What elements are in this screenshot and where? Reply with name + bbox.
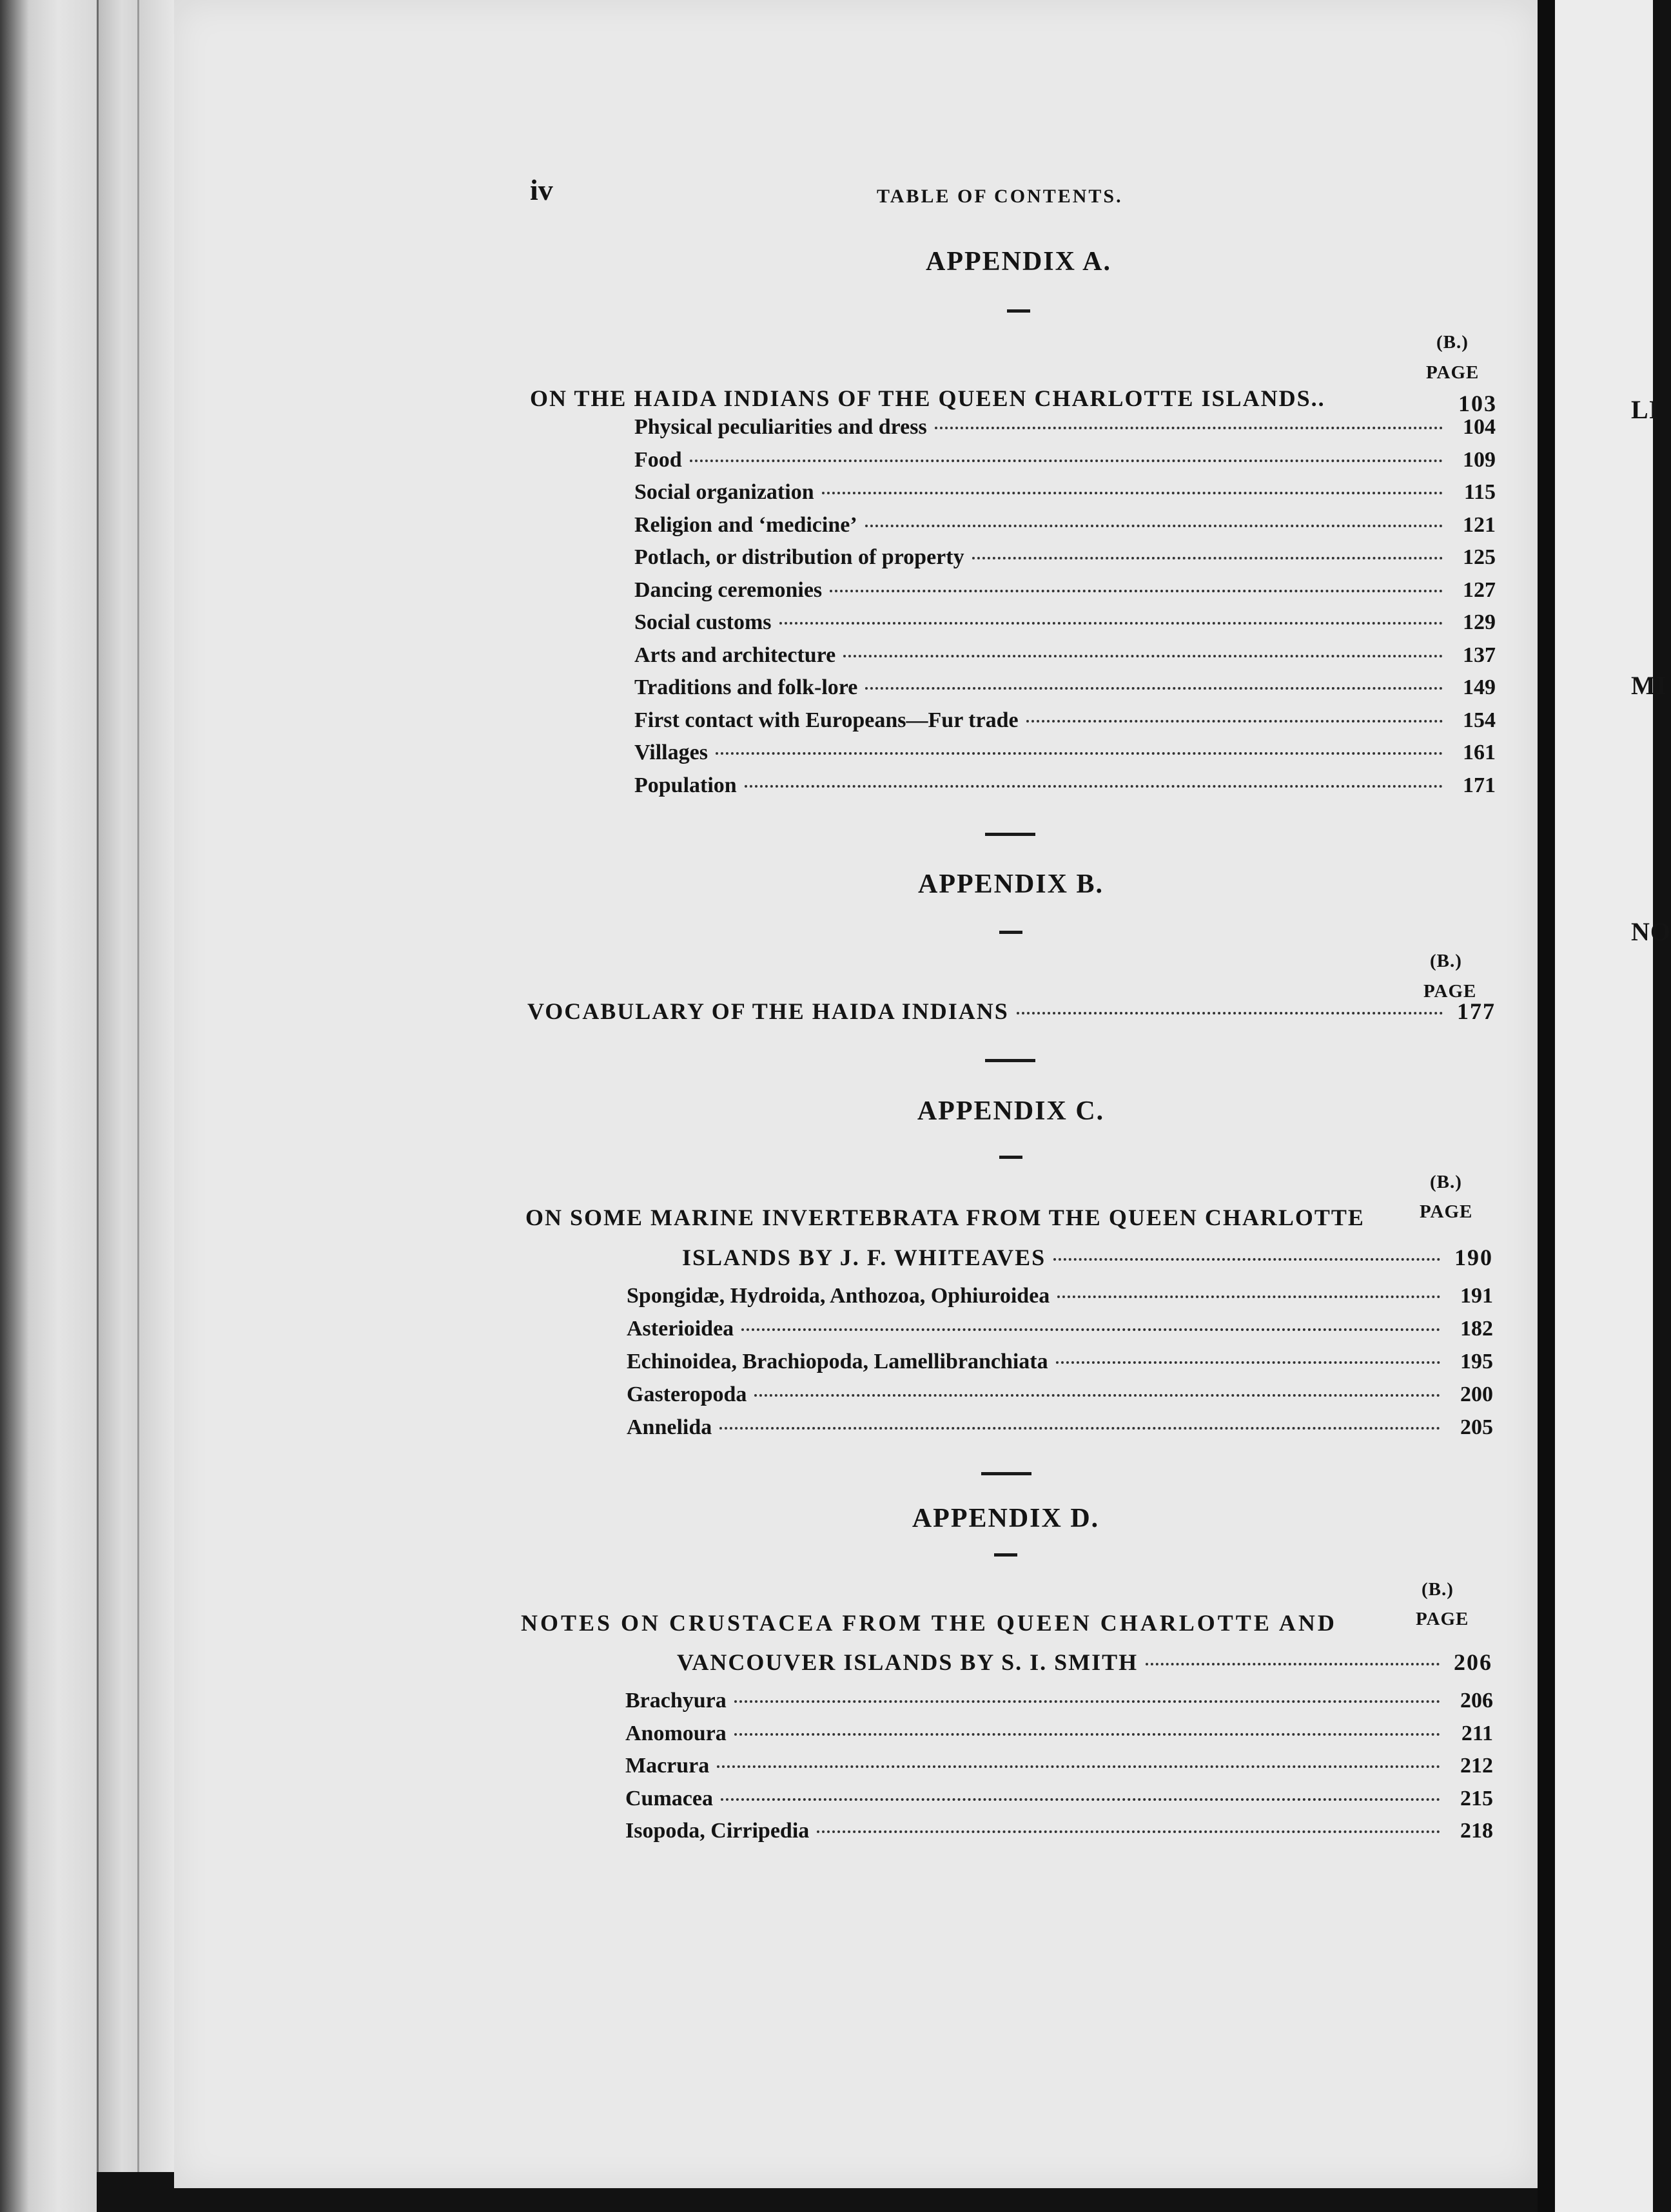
entry-title: Asterioidea xyxy=(627,1317,734,1341)
dot-leader xyxy=(721,1798,1440,1801)
entry-title: Gasteropoda xyxy=(627,1382,747,1406)
page-number: iv xyxy=(530,173,553,206)
toc-entry xyxy=(627,1382,1493,1407)
dot-leader xyxy=(745,785,1443,788)
entry-page: 218 xyxy=(1460,1819,1493,1843)
entry-page: 109 xyxy=(1463,447,1496,472)
dot-leader xyxy=(690,460,1443,462)
toc-entry xyxy=(634,773,1496,798)
entry-title: Cumacea xyxy=(625,1786,713,1810)
volume-mark: (B.) xyxy=(1422,1579,1454,1600)
volume-mark: (B.) xyxy=(1436,332,1469,353)
dot-leader xyxy=(741,1328,1440,1331)
dot-leader xyxy=(1057,1295,1440,1298)
entry-page: 171 xyxy=(1463,773,1496,797)
facing-page xyxy=(1555,0,1653,2212)
short-rule xyxy=(999,1156,1022,1159)
toc-entry xyxy=(627,1415,1493,1440)
entry-page: 206 xyxy=(1460,1689,1493,1712)
entry-page: 212 xyxy=(1460,1754,1493,1778)
page-edge xyxy=(97,0,176,2172)
page-number-cell: 190 xyxy=(1454,1245,1493,1270)
section-rule xyxy=(981,1472,1031,1475)
dot-leader xyxy=(716,752,1443,755)
dot-leader xyxy=(779,622,1443,625)
appendix-d-title: APPENDIX D. xyxy=(912,1504,1100,1533)
dot-leader xyxy=(1146,1663,1440,1665)
volume-mark: (B.) xyxy=(1430,1172,1462,1192)
toc-entry xyxy=(634,480,1496,505)
toc-entry xyxy=(634,513,1496,538)
dot-leader xyxy=(719,1427,1440,1430)
entry-page: 149 xyxy=(1463,675,1496,699)
short-rule xyxy=(994,1553,1017,1557)
section-rule xyxy=(985,1059,1035,1062)
toc-entry xyxy=(634,675,1496,700)
toc-entry xyxy=(625,1754,1493,1778)
page-number-cell: 206 xyxy=(1454,1649,1492,1675)
entry-page: 127 xyxy=(1463,577,1496,602)
facing-page-fragment: MI xyxy=(1631,671,1667,700)
appendix-a-heading: ON THE HAIDA INDIANS OF THE QUEEN CHARLOTTE ISLANDS.. xyxy=(530,385,1325,411)
volume-mark: (B.) xyxy=(1430,951,1462,971)
toc-entry xyxy=(625,1787,1493,1811)
page-column-label: PAGE xyxy=(1420,1201,1473,1222)
entry-page: 200 xyxy=(1460,1382,1493,1406)
entry-page: 161 xyxy=(1463,741,1496,764)
dot-leader xyxy=(865,525,1443,527)
entry-page: 211 xyxy=(1461,1721,1493,1745)
entry-page: 205 xyxy=(1460,1415,1493,1439)
toc-entry xyxy=(634,610,1496,635)
page-column-label: PAGE xyxy=(1423,981,1477,1002)
entry-title: Food xyxy=(634,447,682,472)
toc-entry xyxy=(634,545,1496,570)
dot-leader xyxy=(1026,720,1443,723)
page-column-label: PAGE xyxy=(1416,1609,1469,1629)
entry-page: 104 xyxy=(1463,415,1496,439)
entry-page: 215 xyxy=(1460,1786,1493,1810)
short-rule xyxy=(999,931,1022,934)
dot-leader xyxy=(830,590,1443,592)
toc-entry xyxy=(627,1350,1493,1374)
appendix-d-heading-continued: VANCOUVER ISLANDS BY S. I. SMITH 206 xyxy=(677,1649,1492,1675)
appendix-c-heading-continued: ISLANDS BY J. F. WHITEAVES 190 xyxy=(682,1245,1493,1270)
entry-title: Brachyura xyxy=(625,1689,727,1712)
toc-entry xyxy=(634,578,1496,603)
appendix-a-title: APPENDIX A. xyxy=(925,247,1111,276)
appendix-d-heading: NOTES ON CRUSTACEA FROM THE QUEEN CHARLOTTE AND xyxy=(521,1610,1337,1636)
toc-entry xyxy=(625,1722,1493,1746)
dot-leader xyxy=(1053,1258,1440,1261)
dot-leader xyxy=(717,1765,1440,1768)
entry-page: 121 xyxy=(1463,512,1496,537)
entry-title: Religion and ‘medicine’ xyxy=(634,512,857,537)
entry-title: Traditions and folk-lore xyxy=(634,675,858,699)
entry-title: Macrura xyxy=(625,1754,710,1778)
appendix-c-title: APPENDIX C. xyxy=(917,1096,1105,1126)
appendix-a-heading-page: 103 xyxy=(1458,391,1497,416)
dot-leader xyxy=(935,427,1443,429)
toc-entry xyxy=(634,643,1496,668)
dot-leader xyxy=(734,1733,1440,1736)
appendix-c-heading: ON SOME MARINE INVERTEBRATA FROM THE QUEEN CHARLOTTE xyxy=(525,1205,1365,1230)
book-page xyxy=(174,0,1538,2188)
toc-entry xyxy=(627,1317,1493,1341)
entry-title: Social customs xyxy=(634,610,772,634)
short-rule xyxy=(1007,309,1030,313)
dot-leader xyxy=(817,1830,1440,1833)
entry-page: 129 xyxy=(1463,610,1496,634)
entry-title: Social organization xyxy=(634,480,814,504)
dot-leader xyxy=(822,492,1443,494)
entry-title: First contact with Europeans—Fur trade xyxy=(634,708,1019,732)
toc-entry xyxy=(634,708,1496,733)
page-column-label: PAGE xyxy=(1426,362,1480,383)
entry-page: 137 xyxy=(1463,643,1496,667)
entry-page: 115 xyxy=(1463,480,1496,504)
entry-title: Population xyxy=(634,773,737,797)
book-gutter xyxy=(1538,0,1555,2212)
dot-leader xyxy=(972,557,1443,559)
entry-title: Annelida xyxy=(627,1415,712,1439)
facing-page-fragment: LI xyxy=(1631,395,1660,424)
dot-leader xyxy=(754,1394,1440,1397)
entry-page: 195 xyxy=(1460,1350,1493,1373)
dot-leader xyxy=(734,1700,1440,1703)
appendix-b-title: APPENDIX B. xyxy=(917,869,1104,899)
entry-title: Spongidæ, Hydroida, Anthozoa, Ophiuroidea xyxy=(627,1284,1050,1308)
entry-title: Anomoura xyxy=(625,1721,727,1745)
entry-title: Potlach, or distribution of property xyxy=(634,545,964,569)
dot-leader xyxy=(1056,1361,1440,1364)
section-rule xyxy=(985,833,1035,836)
facing-page-fragment: NO xyxy=(1631,917,1671,946)
toc-entry xyxy=(634,448,1496,472)
running-head: TABLE OF CONTENTS. xyxy=(877,186,1123,207)
entry-title: Villages xyxy=(634,741,708,764)
scan-margin xyxy=(0,0,97,2212)
entry-title: Arts and architecture xyxy=(634,643,836,667)
dot-leader xyxy=(843,655,1443,657)
toc-entry xyxy=(634,741,1496,765)
entry-page: 154 xyxy=(1463,708,1496,732)
dot-leader xyxy=(865,687,1443,690)
entry-page: 125 xyxy=(1463,545,1496,569)
entry-title: Isopoda, Cirripedia xyxy=(625,1819,810,1843)
page-number-cell: 177 xyxy=(1457,998,1496,1024)
entry-title: Physical peculiarities and dress xyxy=(634,415,927,439)
entry-title: Echinoidea, Brachiopoda, Lamellibranchiata xyxy=(627,1350,1048,1373)
dot-leader xyxy=(1017,1012,1443,1014)
toc-entry xyxy=(627,1284,1493,1308)
entry-title: Dancing ceremonies xyxy=(634,577,823,602)
toc-entry xyxy=(634,415,1496,440)
entry-page: 182 xyxy=(1460,1317,1493,1341)
toc-entry xyxy=(625,1689,1493,1713)
appendix-b-heading: VOCABULARY OF THE HAIDA INDIANS 177 xyxy=(527,998,1496,1024)
entry-page: 191 xyxy=(1460,1284,1493,1308)
toc-entry xyxy=(625,1819,1493,1843)
